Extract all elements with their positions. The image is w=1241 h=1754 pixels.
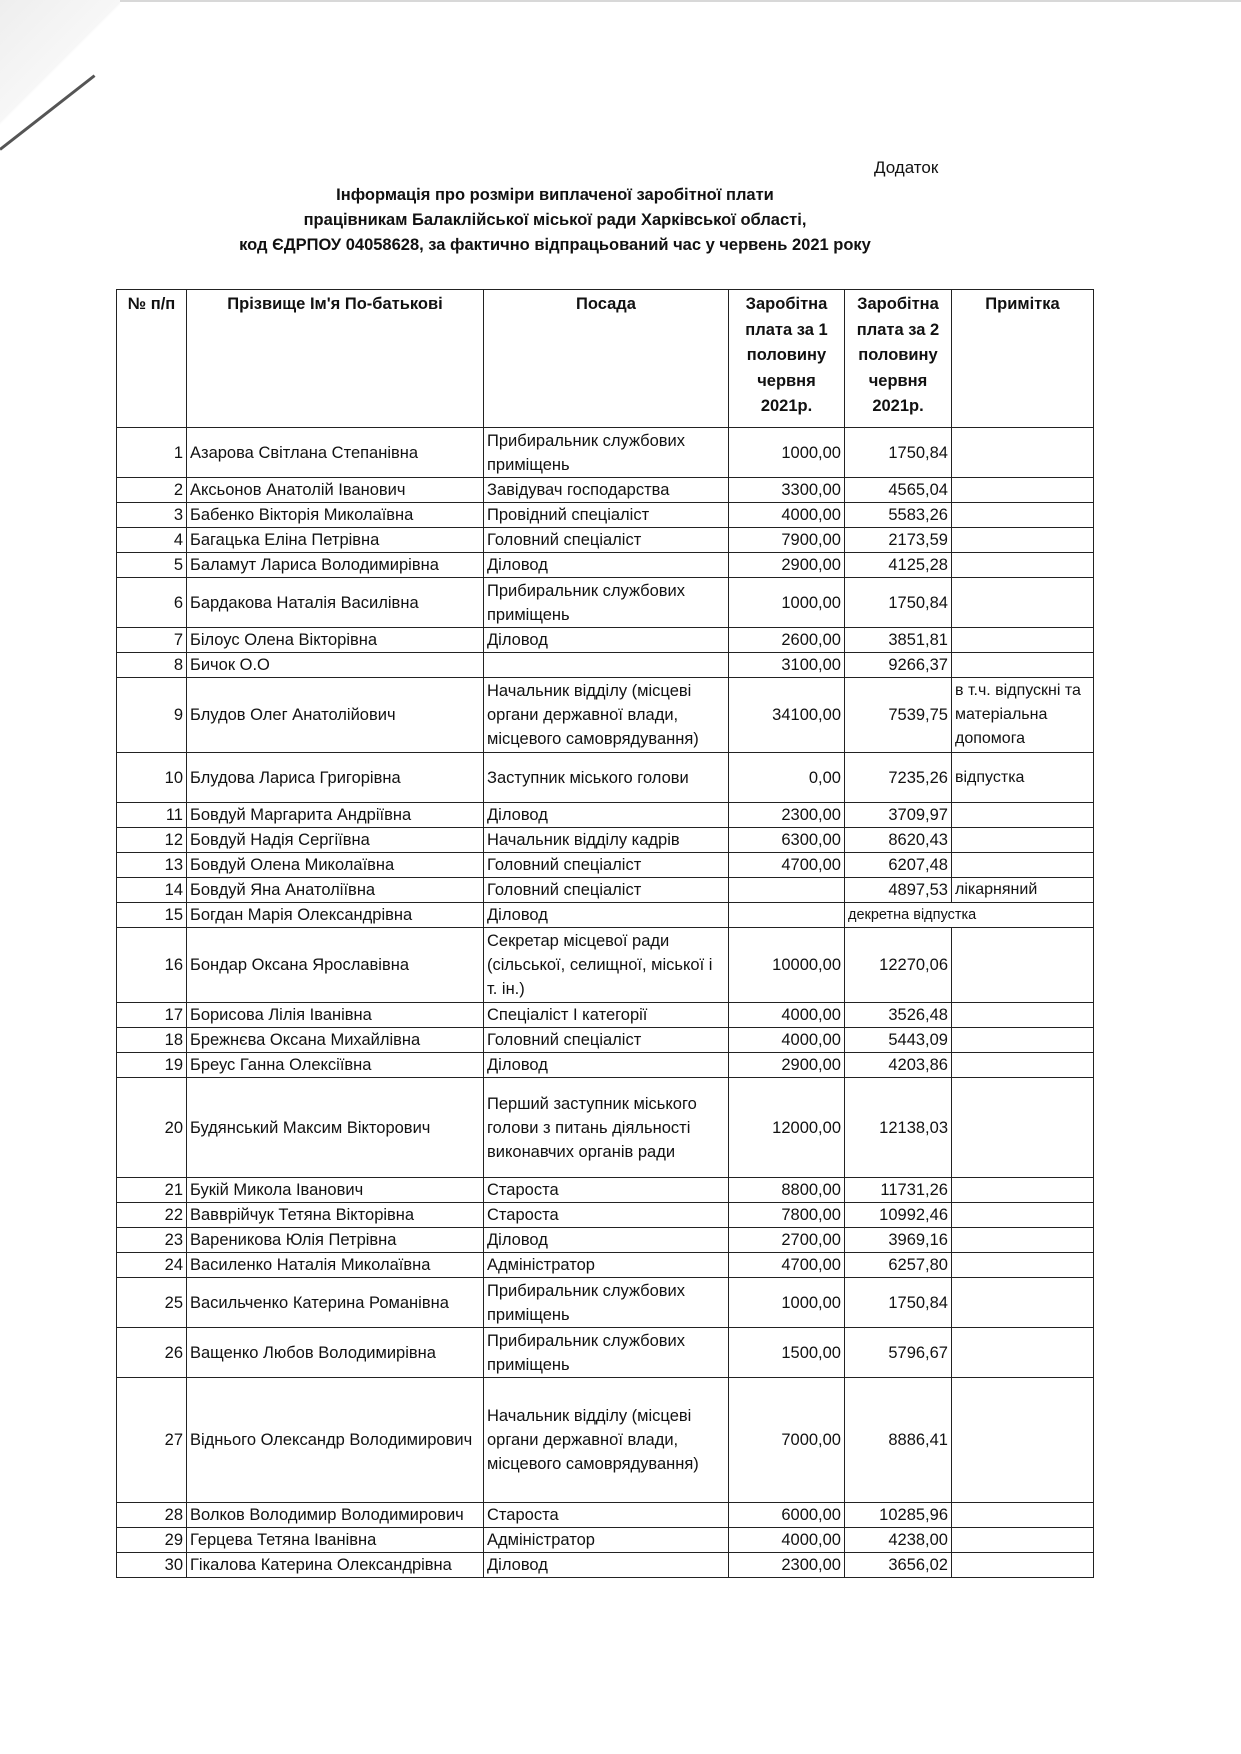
cell-position: Головний спеціаліст — [484, 853, 729, 878]
cell-pay1: 1000,00 — [729, 428, 845, 478]
cell-num: 28 — [117, 1503, 187, 1528]
cell-name: Білоус Олена Вікторівна — [187, 628, 484, 653]
cell-pay1: 2300,00 — [729, 1553, 845, 1578]
cell-note: лікарняний — [952, 878, 1094, 903]
cell-position: Діловод — [484, 1228, 729, 1253]
cell-pay2: 11731,26 — [845, 1178, 952, 1203]
cell-pay1: 7800,00 — [729, 1203, 845, 1228]
cell-pay2: 1750,84 — [845, 578, 952, 628]
cell-position: Спеціаліст I категорії — [484, 1003, 729, 1028]
cell-position: Прибиральник службових приміщень — [484, 1278, 729, 1328]
cell-position: Староста — [484, 1203, 729, 1228]
cell-pay1: 3100,00 — [729, 653, 845, 678]
cell-name: Бовдуй Яна Анатоліївна — [187, 878, 484, 903]
cell-note — [952, 1528, 1094, 1553]
cell-num: 30 — [117, 1553, 187, 1578]
cell-span-note: декретна відпустка — [845, 903, 1094, 928]
cell-num: 19 — [117, 1053, 187, 1078]
cell-pay2: 4565,04 — [845, 478, 952, 503]
cell-name: Гікалова Катерина Олександрівна — [187, 1553, 484, 1578]
cell-position: Начальник відділу (місцеві органи державної влади, місцевого самоврядування) — [484, 1378, 729, 1503]
table-row — [117, 1078, 1094, 1178]
cell-num: 4 — [117, 528, 187, 553]
cell-num: 8 — [117, 653, 187, 678]
cell-position: Прибиральник службових приміщень — [484, 428, 729, 478]
table-row — [117, 1028, 1094, 1053]
cell-pay1: 4000,00 — [729, 503, 845, 528]
cell-pay1: 4000,00 — [729, 1028, 845, 1053]
cell-name: Бичок О.О — [187, 653, 484, 678]
cell-position: Староста — [484, 1178, 729, 1203]
cell-position: Адміністратор — [484, 1253, 729, 1278]
cell-position: Перший заступник міського голови з питань діяльності виконавчих органів ради — [484, 1078, 729, 1178]
cell-num: 9 — [117, 678, 187, 753]
table-row — [117, 1228, 1094, 1253]
cell-note: відпустка — [952, 753, 1094, 803]
table-row — [117, 1003, 1094, 1028]
salary-table — [116, 289, 1094, 1578]
cell-pay1: 3300,00 — [729, 478, 845, 503]
cell-position: Головний спеціаліст — [484, 1028, 729, 1053]
cell-pay2: 9266,37 — [845, 653, 952, 678]
col-header-pay2: Заробітна плата за 2 половину червня 2021р. — [845, 290, 952, 428]
cell-pay2: 10992,46 — [845, 1203, 952, 1228]
cell-name: Герцева Тетяна Іванівна — [187, 1528, 484, 1553]
cell-note — [952, 1228, 1094, 1253]
table-row — [117, 578, 1094, 628]
cell-pay2: 3526,48 — [845, 1003, 952, 1028]
cell-position: Діловод — [484, 628, 729, 653]
cell-num: 6 — [117, 578, 187, 628]
document-title — [120, 183, 990, 258]
cell-pay2: 4203,86 — [845, 1053, 952, 1078]
cell-note — [952, 528, 1094, 553]
cell-num: 5 — [117, 553, 187, 578]
table-row — [117, 653, 1094, 678]
cell-pay1: 2700,00 — [729, 1228, 845, 1253]
cell-note — [952, 628, 1094, 653]
cell-pay1: 4700,00 — [729, 1253, 845, 1278]
cell-note — [952, 653, 1094, 678]
cell-name: Бардакова Наталія Василівна — [187, 578, 484, 628]
cell-position: Провідний спеціаліст — [484, 503, 729, 528]
cell-name: Блудов Олег Анатолійович — [187, 678, 484, 753]
cell-name: Букій Микола Іванович — [187, 1178, 484, 1203]
cell-note — [952, 1378, 1094, 1503]
cell-position: Головний спеціаліст — [484, 878, 729, 903]
cell-num: 29 — [117, 1528, 187, 1553]
cell-pay1: 4700,00 — [729, 853, 845, 878]
cell-pay1: 4000,00 — [729, 1003, 845, 1028]
cell-position: Завідувач господарства — [484, 478, 729, 503]
cell-note — [952, 578, 1094, 628]
cell-name: Бондар Оксана Ярославівна — [187, 928, 484, 1003]
cell-num: 15 — [117, 903, 187, 928]
cell-name: Брежнєва Оксана Михайлівна — [187, 1028, 484, 1053]
cell-position: Секретар місцевої ради (сільської, селищної, міської і т. ін.) — [484, 928, 729, 1003]
title-line: працівникам Балаклійської міської ради Харківської області, — [303, 211, 807, 229]
cell-note — [952, 1003, 1094, 1028]
cell-num: 7 — [117, 628, 187, 653]
cell-name: Вавврійчук Тетяна Вікторівна — [187, 1203, 484, 1228]
cell-pay1: 7900,00 — [729, 528, 845, 553]
cell-note — [952, 478, 1094, 503]
cell-note — [952, 1053, 1094, 1078]
cell-position: Прибиральник службових приміщень — [484, 578, 729, 628]
cell-name: Бовдуй Олена Миколаївна — [187, 853, 484, 878]
cell-pay2: 12138,03 — [845, 1078, 952, 1178]
cell-pay2: 12270,06 — [845, 928, 952, 1003]
cell-num: 21 — [117, 1178, 187, 1203]
table-row — [117, 928, 1094, 1003]
cell-position: Начальник відділу (місцеві органи державної влади, місцевого самоврядування) — [484, 678, 729, 753]
cell-note — [952, 828, 1094, 853]
cell-note — [952, 853, 1094, 878]
cell-pay2: 5443,09 — [845, 1028, 952, 1053]
cell-num: 22 — [117, 1203, 187, 1228]
table-row — [117, 528, 1094, 553]
cell-name: Бреус Ганна Олексіївна — [187, 1053, 484, 1078]
cell-num: 11 — [117, 803, 187, 828]
cell-note — [952, 1253, 1094, 1278]
cell-name: Блудова Лариса Григорівна — [187, 753, 484, 803]
table-row — [117, 1253, 1094, 1278]
cell-pay2: 10285,96 — [845, 1503, 952, 1528]
addendum-label: Додаток — [874, 158, 939, 177]
cell-name: Ващенко Любов Володимирівна — [187, 1328, 484, 1378]
scan-corner-shadow — [0, 0, 120, 130]
cell-note — [952, 1328, 1094, 1378]
cell-note — [952, 503, 1094, 528]
cell-position: Начальник відділу кадрів — [484, 828, 729, 853]
col-header-note: Примітка — [952, 290, 1094, 428]
table-row — [117, 428, 1094, 478]
cell-position: Діловод — [484, 803, 729, 828]
cell-pay1: 6000,00 — [729, 1503, 845, 1528]
cell-pay2: 3969,16 — [845, 1228, 952, 1253]
cell-num: 2 — [117, 478, 187, 503]
cell-pay1: 12000,00 — [729, 1078, 845, 1178]
table-row — [117, 1503, 1094, 1528]
cell-num: 16 — [117, 928, 187, 1003]
cell-position: Заступник міського голови — [484, 753, 729, 803]
cell-name: Богдан Марія Олександрівна — [187, 903, 484, 928]
table-row — [117, 878, 1094, 903]
col-header-pay1: Заробітна плата за 1 половину червня 2021р. — [729, 290, 845, 428]
cell-position: Діловод — [484, 1053, 729, 1078]
cell-note — [952, 428, 1094, 478]
cell-name: Бабенко Вікторія Миколаївна — [187, 503, 484, 528]
cell-note — [952, 1278, 1094, 1328]
cell-pay2: 7235,26 — [845, 753, 952, 803]
cell-num: 26 — [117, 1328, 187, 1378]
cell-note — [952, 1028, 1094, 1053]
table-row — [117, 1553, 1094, 1578]
cell-num: 25 — [117, 1278, 187, 1328]
cell-pay2: 6257,80 — [845, 1253, 952, 1278]
cell-name: Бовдуй Надія Сергіївна — [187, 828, 484, 853]
cell-pay2: 4238,00 — [845, 1528, 952, 1553]
cell-position: Діловод — [484, 1553, 729, 1578]
cell-position: Діловод — [484, 903, 729, 928]
cell-num: 3 — [117, 503, 187, 528]
cell-pay1: 1500,00 — [729, 1328, 845, 1378]
cell-num: 10 — [117, 753, 187, 803]
cell-note — [952, 803, 1094, 828]
cell-pay2: 2173,59 — [845, 528, 952, 553]
cell-name: Баламут Лариса Володимирівна — [187, 553, 484, 578]
cell-position: Адміністратор — [484, 1528, 729, 1553]
cell-num: 1 — [117, 428, 187, 478]
col-header-position: Посада — [484, 290, 729, 428]
cell-name: Василенко Наталія Миколаївна — [187, 1253, 484, 1278]
table-row — [117, 628, 1094, 653]
cell-pay2: 4125,28 — [845, 553, 952, 578]
title-line: Інформація про розміри виплаченої заробітної плати — [336, 186, 774, 204]
cell-pay2: 6207,48 — [845, 853, 952, 878]
cell-pay1: 10000,00 — [729, 928, 845, 1003]
cell-pay2: 3656,02 — [845, 1553, 952, 1578]
cell-pay2: 1750,84 — [845, 428, 952, 478]
col-header-num: № п/п — [117, 290, 187, 428]
cell-name: Волков Володимир Володимирович — [187, 1503, 484, 1528]
table-row — [117, 1528, 1094, 1553]
cell-num: 18 — [117, 1028, 187, 1053]
cell-note — [952, 928, 1094, 1003]
cell-pay1 — [729, 878, 845, 903]
table-row — [117, 478, 1094, 503]
cell-pay2: 8620,43 — [845, 828, 952, 853]
cell-position: Староста — [484, 1503, 729, 1528]
cell-pay1: 1000,00 — [729, 1278, 845, 1328]
table-row — [117, 1278, 1094, 1328]
table-row — [117, 903, 1094, 928]
title-line: код ЄДРПОУ 04058628, за фактично відпрацьований час у червень 2021 року — [239, 236, 871, 254]
cell-note — [952, 1203, 1094, 1228]
cell-position: Прибиральник службових приміщень — [484, 1328, 729, 1378]
cell-pay1: 34100,00 — [729, 678, 845, 753]
cell-pay1: 8800,00 — [729, 1178, 845, 1203]
cell-pay2: 3851,81 — [845, 628, 952, 653]
cell-name: Будянський Максим Вікторович — [187, 1078, 484, 1178]
cell-num: 12 — [117, 828, 187, 853]
cell-position: Головний спеціаліст — [484, 528, 729, 553]
cell-name: Бовдуй Маргарита Андріївна — [187, 803, 484, 828]
cell-pay2: 3709,97 — [845, 803, 952, 828]
table-row — [117, 678, 1094, 753]
header-row — [117, 290, 1094, 428]
table-row — [117, 1053, 1094, 1078]
cell-num: 27 — [117, 1378, 187, 1503]
cell-note — [952, 1503, 1094, 1528]
table-row — [117, 1203, 1094, 1228]
table-row — [117, 503, 1094, 528]
cell-num: 24 — [117, 1253, 187, 1278]
cell-pay1: 2900,00 — [729, 1053, 845, 1078]
col-header-name: Прізвище Ім'я По-батькові — [187, 290, 484, 428]
cell-pay1: 2600,00 — [729, 628, 845, 653]
table-row — [117, 853, 1094, 878]
cell-note — [952, 1553, 1094, 1578]
cell-position: Діловод — [484, 553, 729, 578]
table-row — [117, 753, 1094, 803]
cell-pay1: 6300,00 — [729, 828, 845, 853]
table-row — [117, 1178, 1094, 1203]
table-body — [117, 428, 1094, 1578]
cell-name: Багацька Еліна Петрівна — [187, 528, 484, 553]
cell-name: Вареникова Юлія Петрівна — [187, 1228, 484, 1253]
cell-pay2: 5796,67 — [845, 1328, 952, 1378]
table-row — [117, 553, 1094, 578]
table-row — [117, 1328, 1094, 1378]
cell-pay1 — [729, 903, 845, 928]
table-row — [117, 1378, 1094, 1503]
cell-pay2: 4897,53 — [845, 878, 952, 903]
cell-pay1: 0,00 — [729, 753, 845, 803]
cell-pay2: 8886,41 — [845, 1378, 952, 1503]
scan-edge — [20, 0, 1241, 2]
cell-position — [484, 653, 729, 678]
cell-name: Борисова Лілія Іванівна — [187, 1003, 484, 1028]
cell-num: 20 — [117, 1078, 187, 1178]
cell-pay1: 2300,00 — [729, 803, 845, 828]
table-row — [117, 803, 1094, 828]
cell-num: 14 — [117, 878, 187, 903]
cell-name: Аксьонов Анатолій Іванович — [187, 478, 484, 503]
cell-num: 17 — [117, 1003, 187, 1028]
cell-name: Васильченко Катерина Романівна — [187, 1278, 484, 1328]
cell-name: Азарова Світлана Степанівна — [187, 428, 484, 478]
cell-pay1: 7000,00 — [729, 1378, 845, 1503]
table-row — [117, 828, 1094, 853]
cell-num: 23 — [117, 1228, 187, 1253]
cell-pay1: 2900,00 — [729, 553, 845, 578]
cell-note: в т.ч. відпускні та матеріальна допомога — [952, 678, 1094, 753]
cell-note — [952, 553, 1094, 578]
cell-pay2: 7539,75 — [845, 678, 952, 753]
cell-name: Віднього Олександр Володимирович — [187, 1378, 484, 1503]
cell-pay1: 1000,00 — [729, 578, 845, 628]
cell-note — [952, 1078, 1094, 1178]
cell-note — [952, 1178, 1094, 1203]
cell-pay1: 4000,00 — [729, 1528, 845, 1553]
cell-num: 13 — [117, 853, 187, 878]
cell-pay2: 5583,26 — [845, 503, 952, 528]
cell-pay2: 1750,84 — [845, 1278, 952, 1328]
